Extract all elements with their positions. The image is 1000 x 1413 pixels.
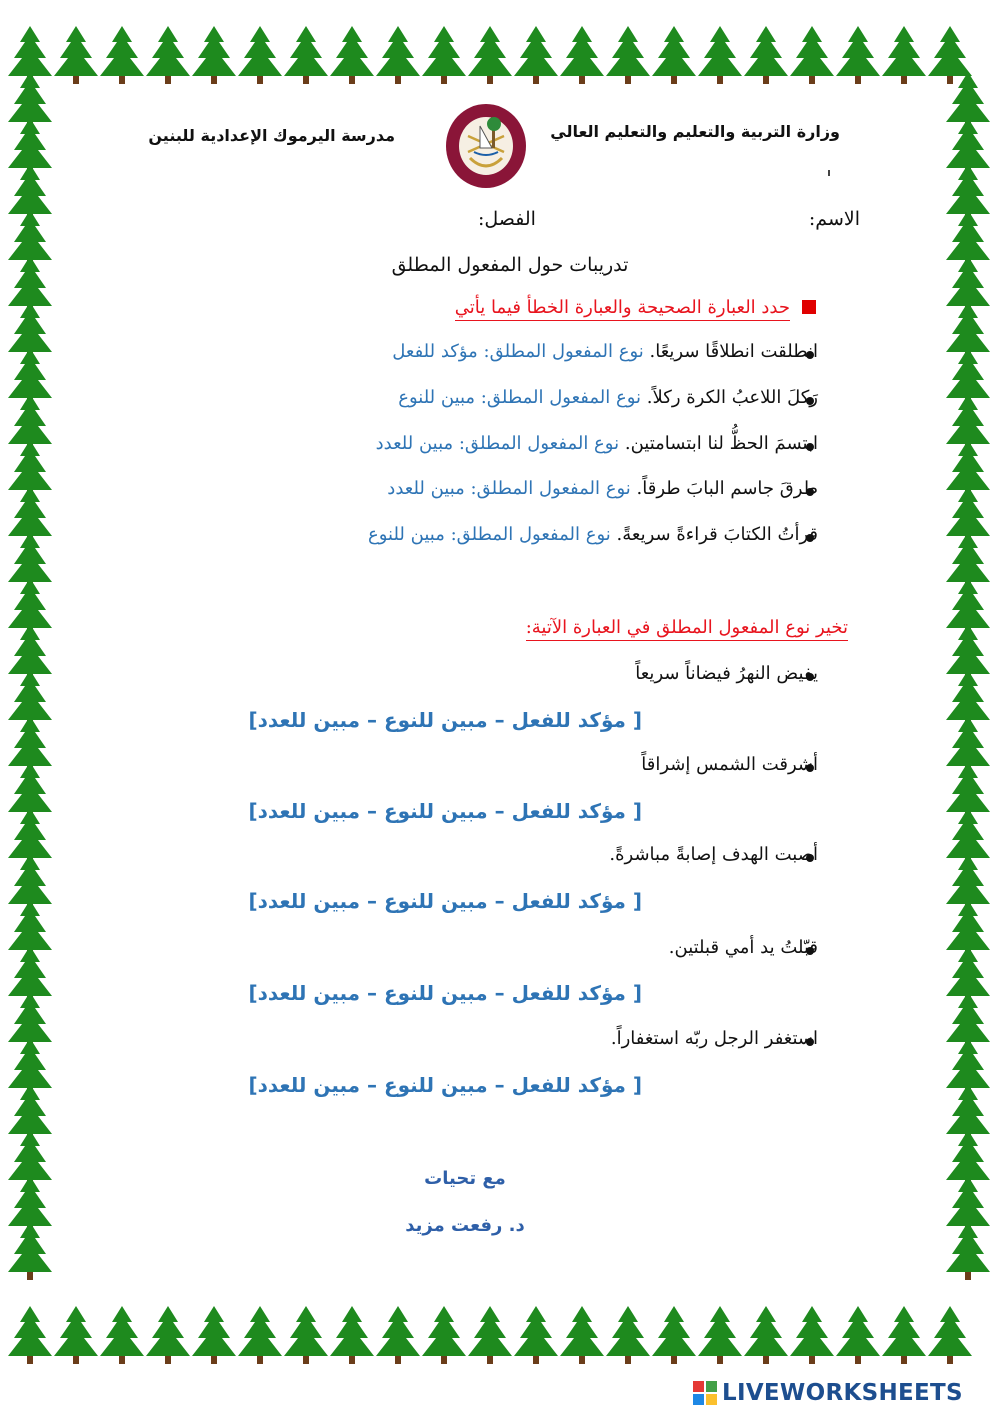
- school-name: مدرسة اليرموك الإعدادية للبنين: [148, 126, 395, 145]
- tree-icon: [946, 1222, 990, 1280]
- sentence: انطلقت انطلاقًا سريعًا.: [649, 341, 818, 362]
- name-label: الاسم:: [808, 208, 860, 230]
- sentence: أشرقت الشمس إشراقاً: [641, 754, 818, 775]
- sentence: قرأتُ الكتابَ قراءةً سريعةً.: [616, 524, 818, 545]
- choice-options[interactable]: [ مؤكد للفعل – مبين للنوع – مبين للعدد]: [248, 708, 642, 732]
- tree-icon: [8, 1306, 52, 1364]
- tree-icon: [284, 26, 328, 84]
- choice-options[interactable]: [ مؤكد للفعل – مبين للنوع – مبين للعدد]: [248, 981, 642, 1005]
- tree-icon: [8, 1222, 52, 1280]
- liveworksheets-watermark: [692, 1380, 963, 1406]
- tree-icon: [100, 1306, 144, 1364]
- list-item: [368, 524, 818, 545]
- sentence: أصبت الهدف إصابةً مباشرةً.: [609, 844, 818, 865]
- answer-text: نوع المفعول المطلق: مبين للنوع: [398, 387, 642, 408]
- tree-icon: [192, 1306, 236, 1364]
- sentence: قبّلتُ يد أمي قبلتين.: [668, 937, 818, 958]
- answer-text: نوع المفعول المطلق: مبين للعدد: [387, 478, 631, 499]
- choice-options[interactable]: [ مؤكد للفعل – مبين للنوع – مبين للعدد]: [248, 1073, 642, 1097]
- answer-text: نوع المفعول المطلق: مبين للنوع: [368, 524, 611, 545]
- list-item: [392, 341, 818, 362]
- tree-icon: [422, 1306, 466, 1364]
- liveworksheets-logo-icon: [692, 1380, 718, 1406]
- answer-text: نوع المفعول المطلق: مؤكد للفعل: [392, 341, 644, 362]
- tree-icon: [744, 1306, 788, 1364]
- tree-icon: [468, 26, 512, 84]
- tree-icon: [54, 1306, 98, 1364]
- tree-icon: [330, 26, 374, 84]
- section2-heading: تخير نوع المفعول المطلق في العبارة الآتية:: [526, 617, 848, 641]
- tree-icon: [100, 26, 144, 84]
- tree-icon: [836, 26, 880, 84]
- choice-options[interactable]: [ مؤكد للفعل – مبين للنوع – مبين للعدد]: [248, 889, 642, 913]
- tree-icon: [652, 1306, 696, 1364]
- tree-icon: [422, 26, 466, 84]
- sentence: رَكلَ اللاعبُ الكرة ركلاً.: [646, 387, 818, 408]
- tree-icon: [790, 26, 834, 84]
- list-item: [398, 387, 818, 408]
- tree-icon: [376, 1306, 420, 1364]
- tree-icon: [146, 1306, 190, 1364]
- tree-icon: [376, 26, 420, 84]
- signature-greeting: مع تحيات: [424, 1168, 506, 1189]
- tree-icon: [744, 26, 788, 84]
- tree-icon: [238, 26, 282, 84]
- tree-icon: [514, 1306, 558, 1364]
- tree-icon: [698, 26, 742, 84]
- qatar-emblem-logo: [440, 96, 532, 192]
- tree-icon: [882, 1306, 926, 1364]
- tree-icon: [192, 26, 236, 84]
- tree-icon: [928, 26, 972, 84]
- list-item: [376, 433, 818, 454]
- sentence: يفيض النهرُ فيضاناً سريعاً: [635, 663, 818, 684]
- tree-icon: [606, 26, 650, 84]
- list-item: [387, 478, 818, 499]
- watermark-text: LIVEWORKSHEETS: [722, 1380, 963, 1406]
- tree-icon: [284, 1306, 328, 1364]
- tree-icon: [560, 1306, 604, 1364]
- choice-options[interactable]: [ مؤكد للفعل – مبين للنوع – مبين للعدد]: [248, 799, 642, 823]
- ministry-name: وزارة التربية والتعليم والتعليم العالي: [550, 122, 840, 141]
- tree-icon: [330, 1306, 374, 1364]
- tree-icon: [560, 26, 604, 84]
- tree-icon: [146, 26, 190, 84]
- tree-icon: [790, 1306, 834, 1364]
- tree-icon: [652, 26, 696, 84]
- tree-icon: [698, 1306, 742, 1364]
- worksheet-title: تدريبات حول المفعول المطلق: [391, 254, 629, 276]
- answer-text: نوع المفعول المطلق: مبين للعدد: [375, 433, 620, 454]
- tree-icon: [928, 1306, 972, 1364]
- sentence: طرقَ جاسم البابَ طرقاً.: [636, 478, 818, 499]
- section1-heading: حدد العبارة الصحيحة والعبارة الخطأ فيما يأتي: [455, 297, 790, 321]
- tree-icon: [468, 1306, 512, 1364]
- signature-name: د. رفعت مزيد: [405, 1215, 525, 1236]
- sentence: ابتسمَ الحظُّ لنا ابتسامتين.: [624, 433, 818, 454]
- sentence: استغفر الرجل ربّه استغفاراً.: [610, 1028, 818, 1049]
- tree-icon: [54, 26, 98, 84]
- tree-icon: [836, 1306, 880, 1364]
- class-label: الفصل:: [478, 208, 536, 230]
- tree-icon: [238, 1306, 282, 1364]
- tree-icon: [606, 1306, 650, 1364]
- tree-icon: [882, 26, 926, 84]
- red-square-bullet-icon: [802, 300, 816, 314]
- stray-mark: [828, 170, 830, 176]
- tree-icon: [514, 26, 558, 84]
